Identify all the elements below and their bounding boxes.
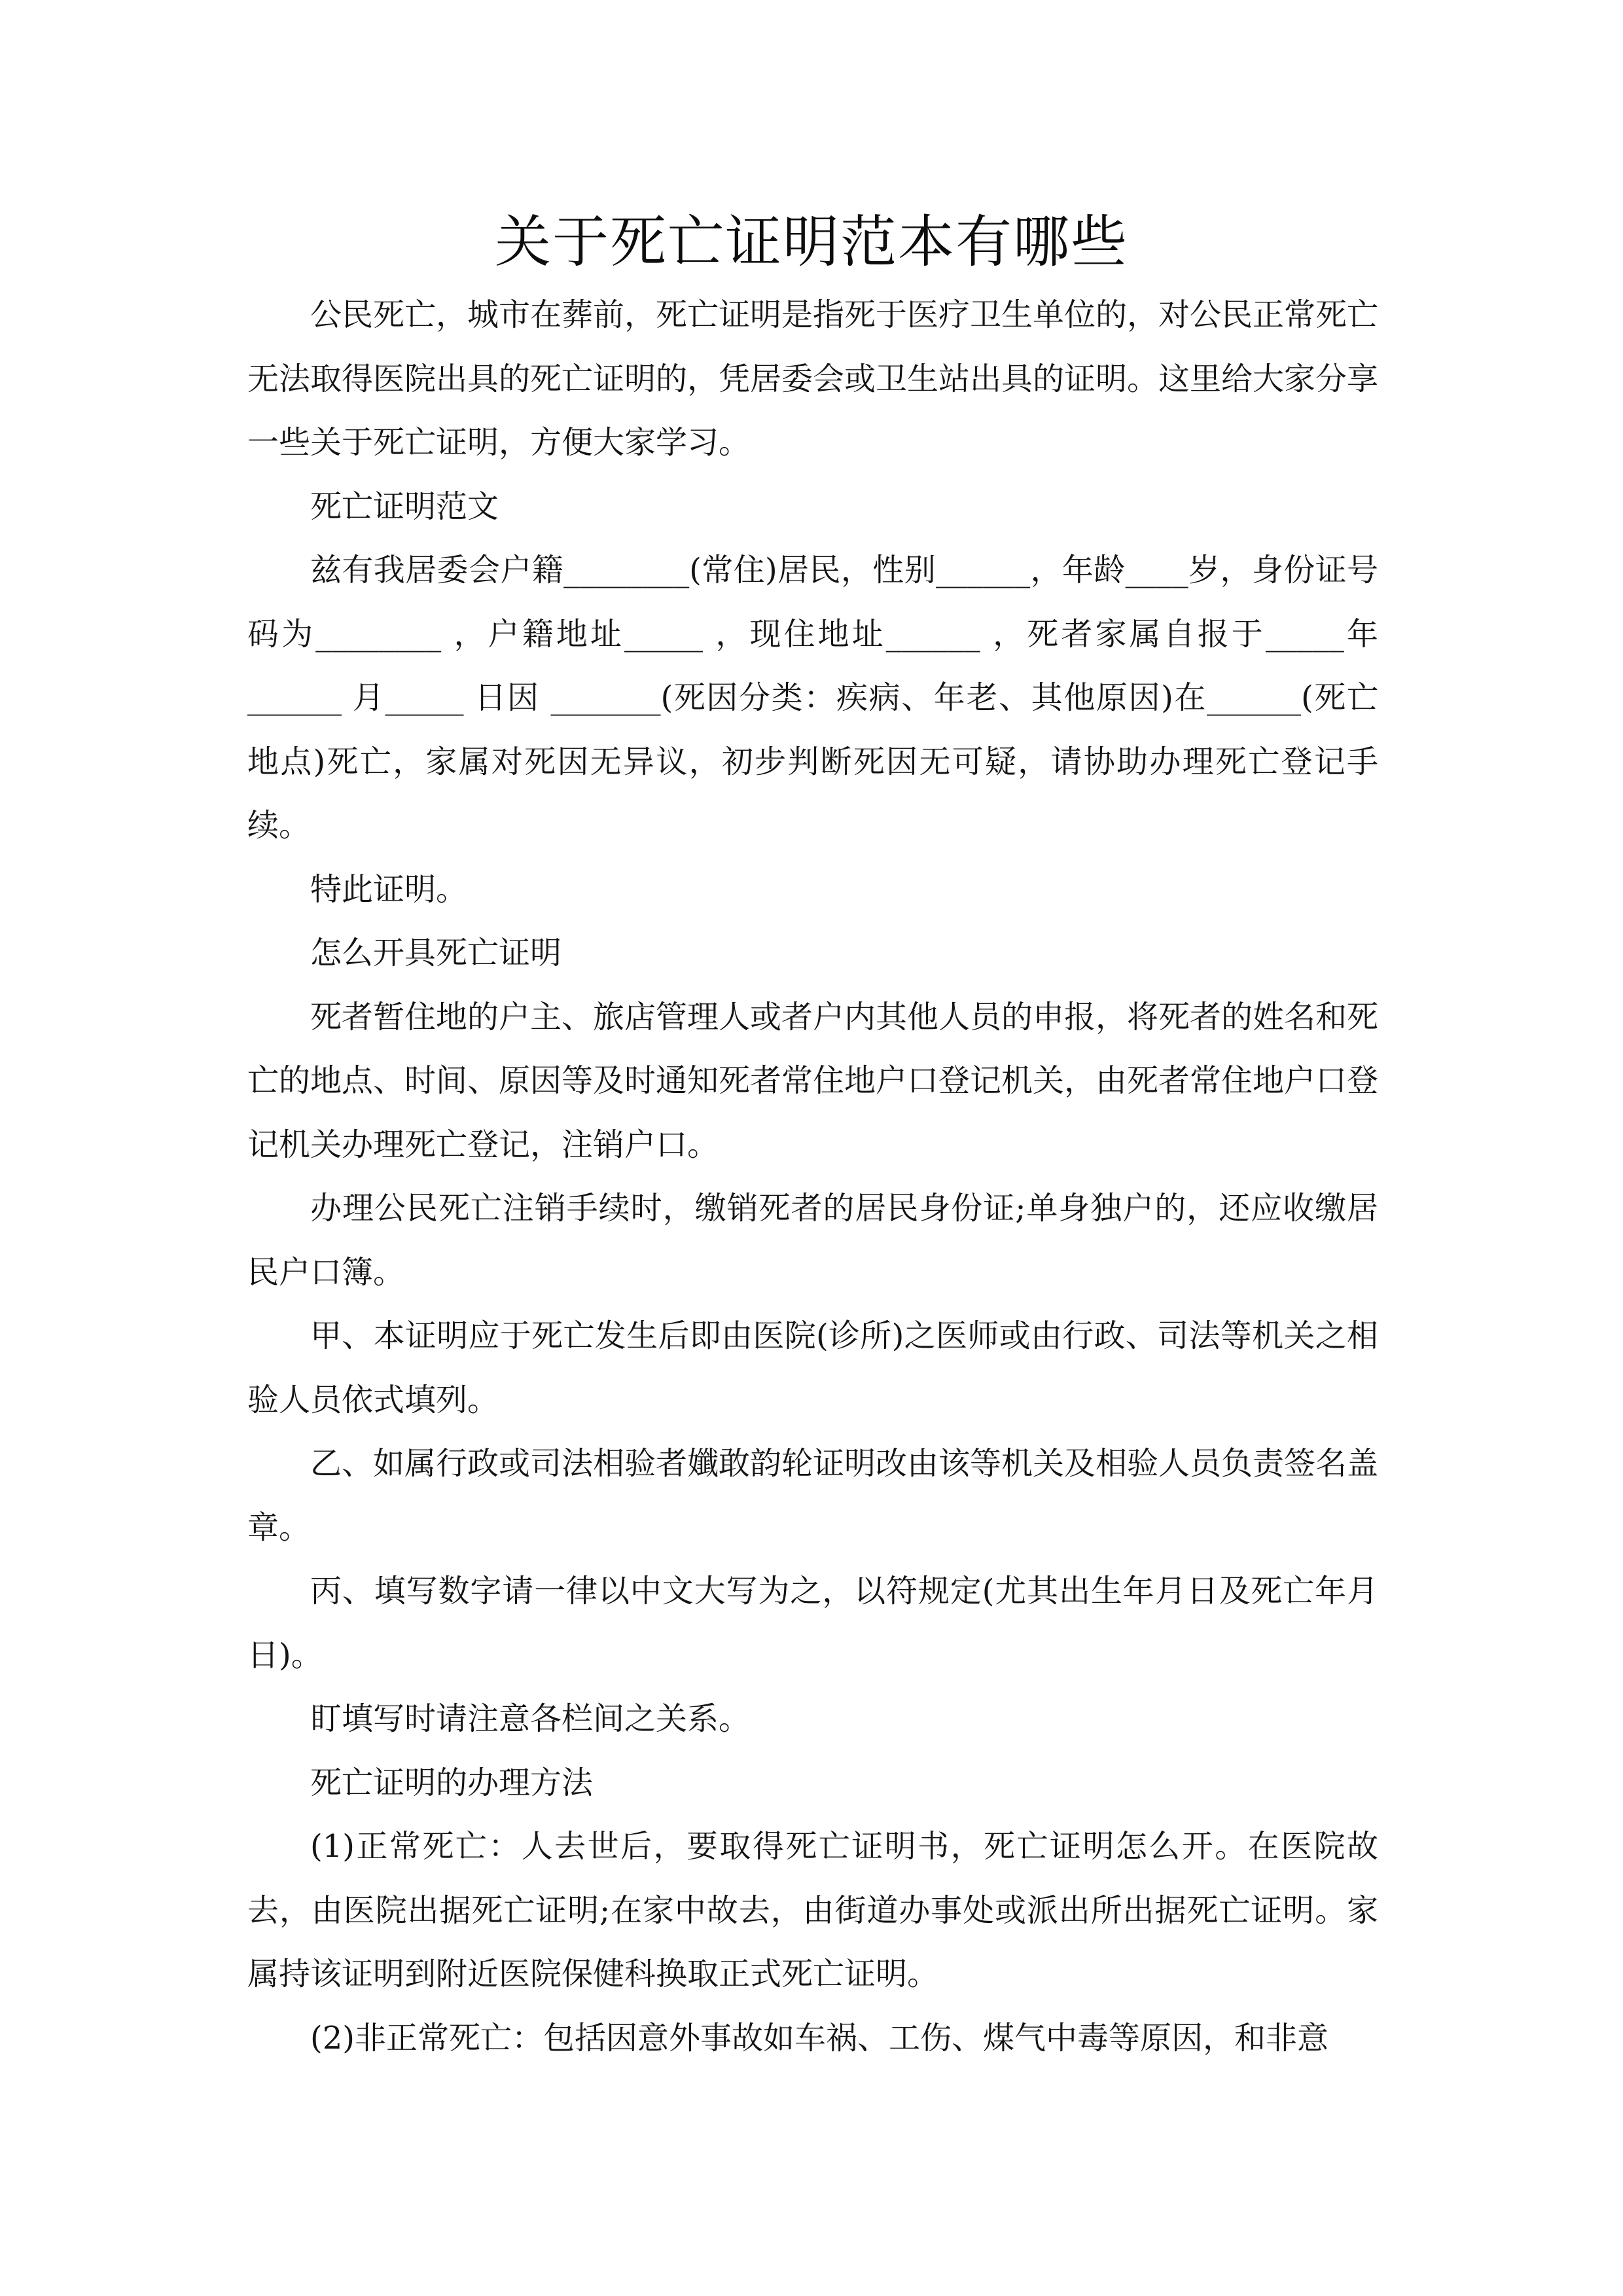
heading-how-to-issue: 怎么开具死亡证明 <box>310 935 562 971</box>
paragraph-certificate-template: 兹有我居委会户籍________(常住)居民，性别______，年龄____岁，身份证号码为________ ，户籍地址_____ ，现住地址______ ，死者家属自报于_____年______ 月_____ 日因 _______(死因分类：疾病、年老、其他原因)在______(死亡地点)死亡，家属对死因无异议，初步判断死因无可疑，请协助办理死亡登记手续。 <box>247 552 1378 844</box>
heading-procedure: 死亡证明的办理方法 <box>310 1764 594 1801</box>
paragraph-item-bing: 丙、填写数字请一律以中文大写为之，以符规定(尤其出生年月日及死亡年月日)。 <box>247 1573 1378 1674</box>
paragraph-item-jia: 甲、本证明应于死亡发生后即由医院(诊所)之医师或由行政、司法等机关之相验人员依式填列。 <box>247 1318 1378 1418</box>
paragraph-abnormal-death: (2)非正常死亡：包括因意外事故如车祸、工伤、煤气中毒等原因，和非意 <box>310 2019 1329 2056</box>
heading-sample-text: 死亡证明范文 <box>310 488 499 525</box>
paragraph-item-yi: 乙、如属行政或司法相验者孅敢韵轮证明改由该等机关及相验人员负责签名盖章。 <box>247 1445 1379 1546</box>
paragraph-registration: 死者暂住地的户主、旅店管理人或者户内其他人员的申报，将死者的姓名和死亡的地点、时间、原因等及时通知死者常住地户口登记机关，由死者常住地户口登记机关办理死亡登记，注销户口。 <box>247 998 1379 1163</box>
paragraph-hereby-certify: 特此证明。 <box>310 870 468 908</box>
paragraph-cancellation: 办理公民死亡注销手续时，缴销死者的居民身份证;单身独户的，还应收缴居民户口簿。 <box>247 1190 1378 1291</box>
paragraph-intro: 公民死亡，城市在葬前，死亡证明是指死于医疗卫生单位的，对公民正常死亡无法取得医院出具的死亡证明的，凭居委会或卫生站出具的证明。这里给大家分享一些关于死亡证明，方便大家学习。 <box>247 296 1379 461</box>
paragraph-normal-death: (1)正常死亡：人去世后，要取得死亡证明书，死亡证明怎么开。在医院故去，由医院出据死亡证明;在家中故去，由街道办事处或派出所出据死亡证明。家属持该证明到附近医院保健科换取正式死亡证明。 <box>247 1828 1378 1992</box>
document-title: 关于死亡证明范本有哪些 <box>495 209 1128 275</box>
paragraph-item-ding: 盯填写时请注意各栏间之关系。 <box>310 1700 751 1737</box>
document-body <box>247 283 1378 2070</box>
